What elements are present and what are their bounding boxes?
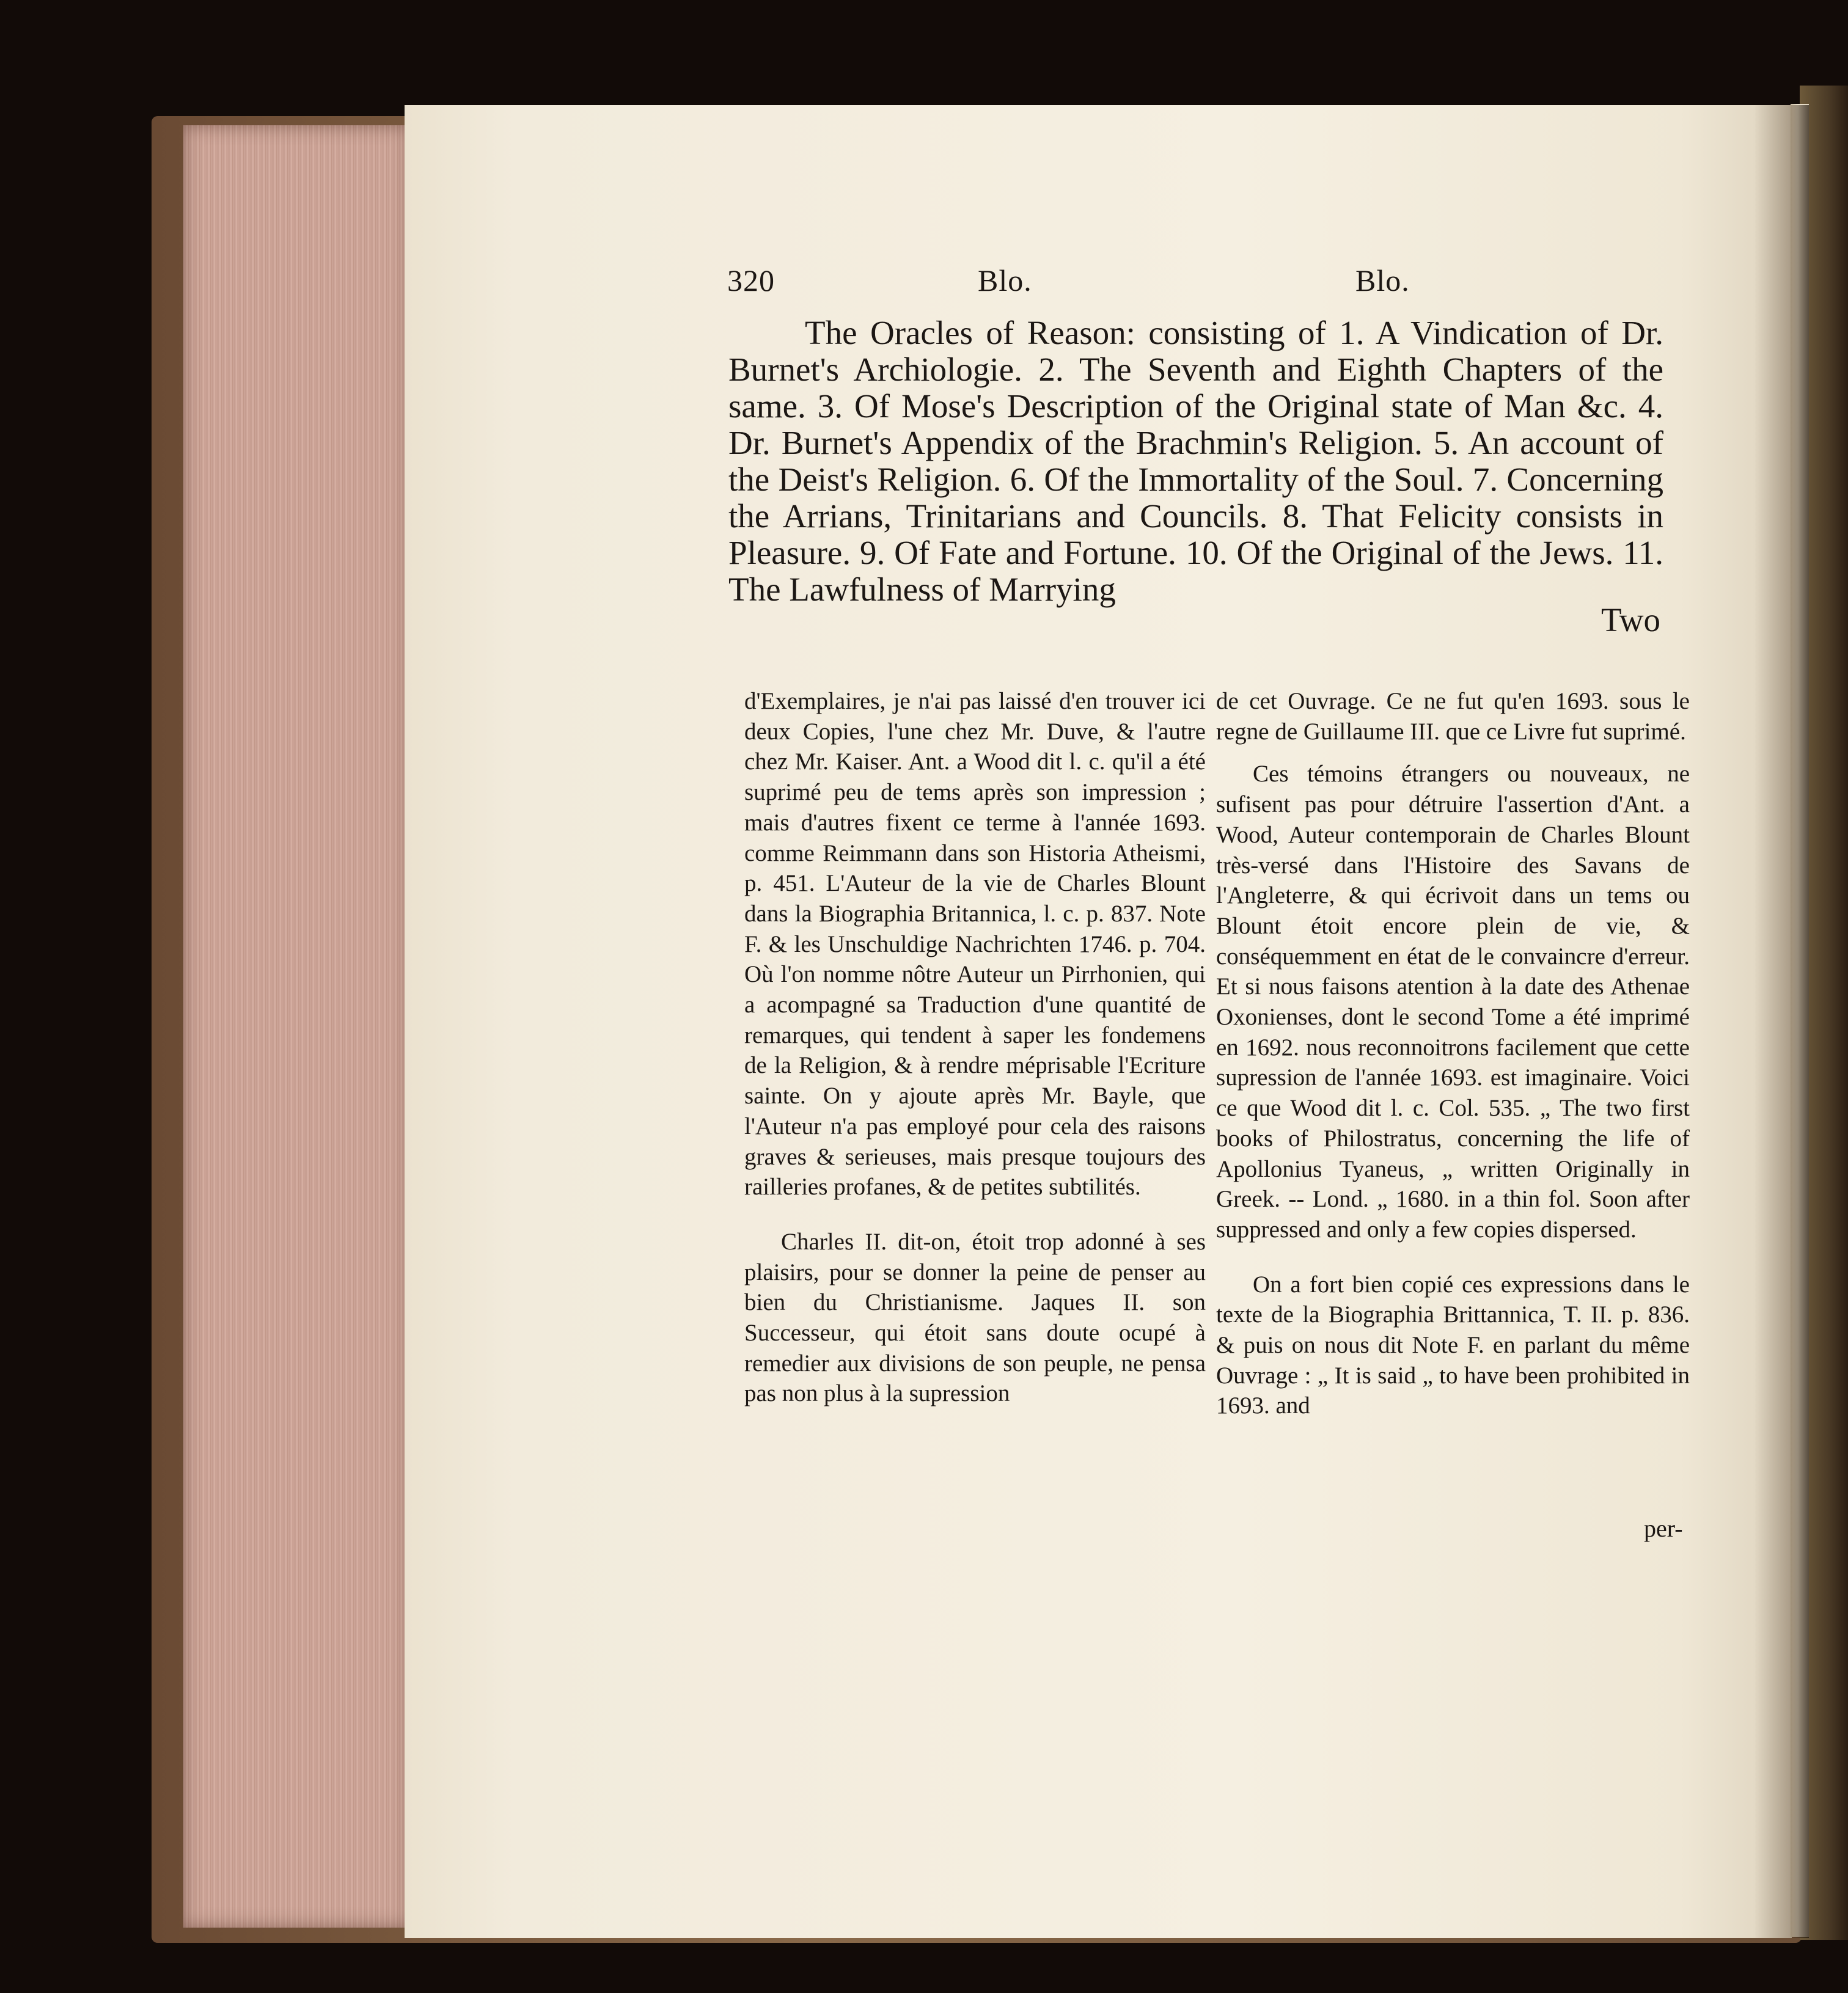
running-head-left: Blo. [978,263,1032,298]
catchword-top: Two [1601,601,1660,638]
page-number: 320 [727,263,775,298]
left-column-paragraph-1: d'Exemplaires, je n'ai pas laissé d'en trouver ici deux Copies, l'une chez Mr. Duve, & l'autre chez Mr. Kaiser. Ant. a Wood dit l. c. qu'il a été suprimé peu de tems après son impression ; mais d'autres fixent ce terme à l'année 1693. comme Reimmann dans son Historia Atheismi, p. 451. L'Auteur de la vie de Charles Blount dans la Biographia Britannica, l. c. p. 837. Note F. & les Unschuldige Nachrichten 1746. p. 704. Où l'on nomme nôtre Auteur un Pirrhonien, qui a acompagné sa Traduction d'une quantité de remarques, qui tendent à saper les fondemens de la Religion, & à rendre méprisable l'Ecriture sainte. On y ajoute après Mr. Bayle, que l'Auteur n'a pas employé pour cela des raisons graves & serieuses, mais presque toujours des railleries profanes, & de petites subtilités. [744,688,1206,1201]
page-edges [183,125,409,1928]
catchword-bottom: per- [1644,1515,1683,1542]
right-column [1216,686,1690,1421]
left-column-paragraph-2: Charles II. dit-on, étoit trop adonné à ses plaisirs, pour se donner la peine de penser au bien du Christianisme. Jaques II. son Successeur, qui étoit sans doute ocupé à remedier aux divisions de son peuple, ne pensa pas non plus à la supression [744,1228,1206,1407]
right-column-paragraph-3: On a fort bien copié ces expressions dans le texte de la Biographia Brittannica, T. II. p. 836. & puis on nous dit Note F. en parlant du même Ouvrage : „ It is said „ to have been prohibited in 1693. and [1216,1271,1690,1419]
right-column-paragraph-2: Ces témoins étrangers ou nouveaux, ne sufisent pas pour détruire l'assertion d'Ant. a Wood, Auteur contemporain de Charles Blount très-versé dans l'Histoire des Savans de l'Angleterre, & qui écrivoit dans un tems ou Blount étoit encore plein de vie, & conséquemment en état de le convaincre d'erreur. Et si nous faisons atention à la date des Athenae Oxonienses, dont le second Tome a été imprimé en 1692. nous reconnoitrons facilement que cette supression de l'année 1693. est imaginaire. Voici ce que Wood dit l. c. Col. 535. „ The two first books of Philostratus, concerning the life of Apollonius Tyaneus, „ written Originally in Greek. -- Lond. „ 1680. in a thin fol. Soon after suppressed and only a few copies dispersed. [1216,761,1690,1243]
top-paragraph: The Oracles of Reason: consisting of 1. A Vindication of Dr. Burnet's Archiologie. 2. The Seventh and Eighth Chapters of the same. 3. Of Mose's Description of the Original state of Man &c. 4. Dr. Burnet's Appendix of the Brachmin's Religion. 5. An account of the Deist's Religion. 6. Of the Immortality of the Soul. 7. Concerning the Arrians, Trinitarians and Councils. 8. That Felicity consists in Pleasure. 9. Of Fate and Fortune. 10. Of the Original of the Jews. 11. The Lawfulness of Marrying [728,314,1663,608]
paragraph-gap [1216,747,1690,759]
right-column-paragraph-1: de cet Ouvrage. Ce ne fut qu'en 1693. sous le regne de Guillaume III. que ce Livre fut suprimé. [1216,688,1690,745]
running-head-right: Blo. [1355,263,1410,298]
gutter-shadow [1754,105,1809,1938]
paragraph-gap [744,1202,1206,1227]
top-paragraph-block [728,315,1663,608]
left-column [744,686,1206,1409]
paragraph-gap [1216,1245,1690,1270]
